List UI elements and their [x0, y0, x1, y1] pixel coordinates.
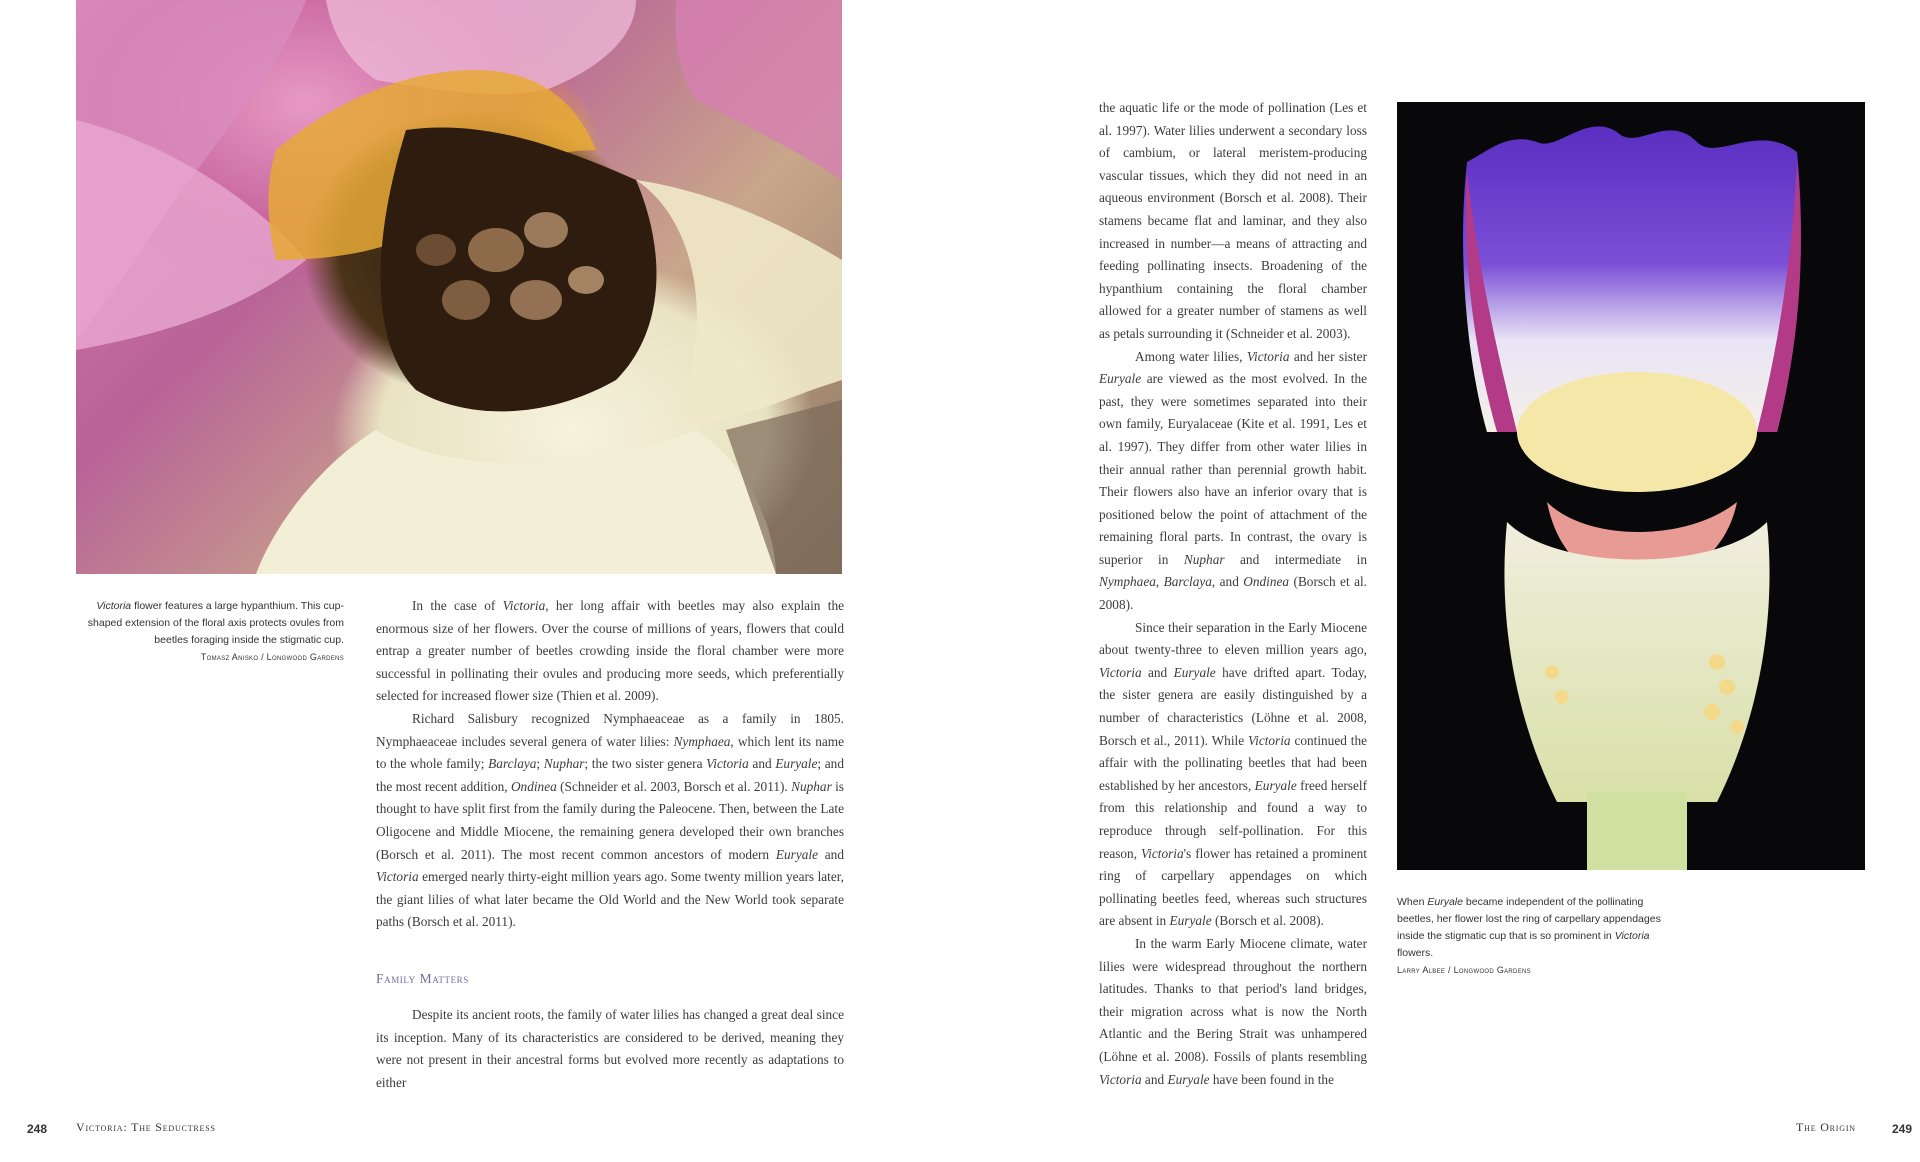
- genus-name: Victoria: [502, 598, 546, 613]
- euryale-flower-cross-section-photo: [1397, 102, 1865, 870]
- genus-name: Ondinea: [510, 778, 557, 794]
- genus-name: Nymphaea: [673, 733, 731, 749]
- genus-name: Nymphaea: [1099, 574, 1156, 590]
- genus-name: Victoria: [1099, 1071, 1142, 1087]
- genus-name: Euryale: [775, 846, 818, 862]
- genus-name: Euryale: [1169, 913, 1212, 929]
- euryale-illustration: [1397, 102, 1865, 870]
- genus-name: Barclaya: [1163, 574, 1212, 590]
- body-paragraph: the aquatic life or the mode of pollination (Les et al. 1997). Water lilies underwent a secondary loss of cambium, or lateral meristem-producing vascular tissues, which they did not need in an aqueous environment (Borsch et al. 2008). Their stamens became flat and laminar, and they also increased in number—a means of attracting and feeding pollinating insects. Broadening of the hypanthium containing the floral chamber allowed for a greater number of stamens as well as petals surrounding it (Schneider et al. 2003).: [1099, 100, 1367, 341]
- genus-name: Victoria: [1141, 845, 1184, 861]
- caption-mid: became independent of the pollinating beetles, her flower lost the ring of carpellary appendages inside the stigmatic cup that is so prominent in: [1397, 896, 1661, 942]
- victoria-flower-cross-section-photo: [76, 0, 842, 574]
- body-paragraph: Since their separation in the Early Miocene about twenty-three to eleven million years ago, Victoria and Euryale have drifted apart. Today, the sister genera are easily distinguished by a number of characteristics (Löhne et al. 2008, Borsch et al., 2011). While Victoria continued the affair with the pollinating beetles that had been established by her ancestors, Euryale freed herself from this relationship and found a way to reproduce through self-pollination. For this reason, Victoria's flower has retained a prominent ring of carpellary appendages on which pollinating beetles feed, whereas such structures are absent in Euryale (Borsch et al. 2008).: [1099, 619, 1368, 929]
- body-paragraph: In the warm Early Miocene climate, water lilies were widespread throughout the northern latitudes. Thanks to that period's land bridges, their migration across what is now the North Atlantic and the Bering Strait was unhampered (Löhne et al. 2008). Fossils of plants resembling Victoria and Euryale have been found in the: [1099, 935, 1367, 1087]
- right-body-text: [1099, 97, 1367, 1091]
- body-paragraph: Among water lilies, Victoria and her sister Euryale are viewed as the most evolved. In the past, they were sometimes separated into their own family, Euryalaceae (Kite et al. 1991, Les et al. 1997). They differ from other water lilies in their annual rather than perennial growth habit. Their flowers also have an inferior ovary that is positioned below the point of attachment of the remaining floral parts. In contrast, the ovary is superior in Nuphar and intermediate in Nymphaea, Barclaya, and Ondinea (Borsch et al. 2008).: [1099, 348, 1367, 613]
- genus-name: Euryale: [1099, 371, 1142, 387]
- body-paragraph: In the case of Victoria, her long affair with beetles may also explain the enormous size of her flowers. Over the course of millions of years, flowers that could entrap a greater number of beetles crowding inside the floral chamber were more successful in pollinating their ovules and producing more seeds, which preferentially selected for increased flower size (Thien et al. 2009).: [376, 598, 845, 704]
- genus-name: Nuphar: [543, 756, 585, 772]
- page-number-right: 249: [1892, 1122, 1913, 1136]
- genus-name: Euryale: [775, 756, 818, 772]
- right-photo-caption: [1397, 894, 1677, 979]
- caption-genus: Victoria: [96, 600, 132, 612]
- genus-name: Ondinea: [1243, 574, 1290, 590]
- genus-name: Euryale: [1167, 1071, 1210, 1087]
- body-paragraph: Despite its ancient roots, the family of water lilies has changed a great deal since its inception. Many of its characteristics are considered to be derived, meaning they were not present in their ancestral forms but evolved more recently as adaptations to either: [376, 1007, 844, 1090]
- photo-credit: Larry Albee / Longwood Gardens: [1397, 965, 1531, 975]
- body-paragraph: Richard Salisbury recognized Nymphaeaceae as a family in 1805. Nymphaeaceae includes several genera of water lilies: Nymphaea, which lent its name to the whole family; Barclaya; Nuphar; the two sister genera Victoria and Euryale; and the most recent addition, Ondinea (Schneider et al. 2003, Borsch et al. 2011). Nuphar is thought to have split first from the family during the Paleocene. Then, between the Late Oligocene and Middle Miocene, the remaining genera developed their own branches (Borsch et al. 2011). The most recent common ancestors of modern Euryale and Victoria emerged nearly thirty-eight million years ago. Some twenty million years later, the giant lilies of what later became the Old World and the New World took separate paths (Borsch et al. 2011).: [376, 710, 844, 930]
- genus-name: Nuphar: [1183, 551, 1225, 567]
- left-body-text: [376, 595, 844, 934]
- caption-post: flowers.: [1397, 947, 1434, 959]
- genus-name: Victoria: [1099, 664, 1142, 680]
- genus-name: Barclaya: [488, 756, 537, 772]
- genus-name: Victoria: [376, 869, 419, 885]
- genus-name: Nuphar: [791, 778, 832, 794]
- left-photo-caption: [76, 598, 344, 666]
- genus-name: Euryale: [1173, 664, 1216, 680]
- section-heading: Family Matters: [376, 971, 469, 986]
- running-title-right: The Origin: [1796, 1120, 1856, 1134]
- genus-name: Victoria: [706, 756, 749, 772]
- left-body-text-continued: [376, 1004, 844, 1094]
- genus-name: Victoria: [1247, 732, 1291, 748]
- genus-name: Euryale: [1254, 777, 1297, 793]
- photo-credit: Tomasz Anisko / Longwood Gardens: [200, 652, 344, 662]
- flower-illustration: [76, 0, 842, 574]
- caption-genus-2: Victoria: [1614, 930, 1650, 942]
- caption-pre: When: [1397, 896, 1428, 908]
- caption-text: flower features a large hypanthium. This cup-shaped extension of the floral axis protects ovules from beetles foraging inside the stigmatic cup.: [87, 600, 344, 646]
- genus-name: Victoria: [1246, 348, 1290, 364]
- running-title-left: Victoria: The Seductress: [76, 1120, 216, 1134]
- caption-genus-1: Euryale: [1427, 896, 1463, 908]
- page-number-left: 248: [27, 1122, 48, 1136]
